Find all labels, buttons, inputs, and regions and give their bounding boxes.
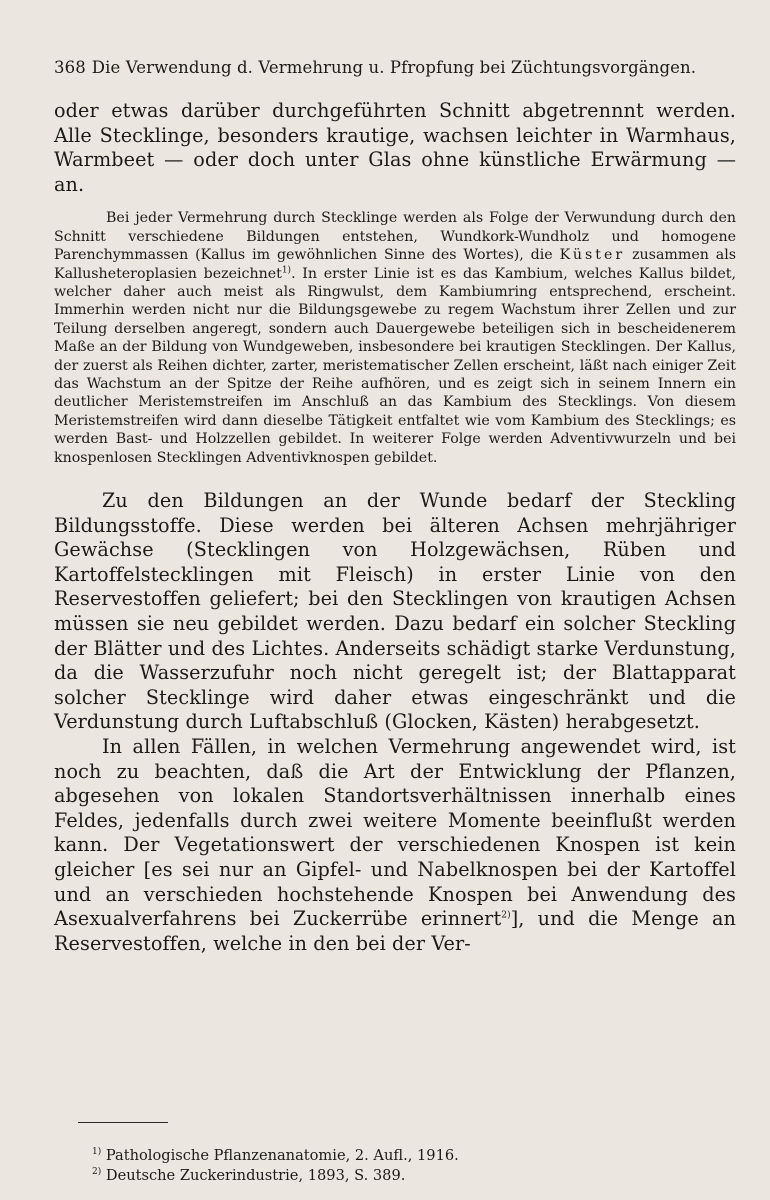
author-name-kuster: Küster <box>559 247 626 264</box>
small-text-b: zusammen als Kallusheteroplasien bezeichnet <box>54 247 737 282</box>
footnotes <box>92 1146 459 1186</box>
running-header <box>54 58 736 77</box>
footnote-2 <box>92 1166 459 1186</box>
running-title: Die Verwendung d. Vermehrung u. Pfropfung bei Züchtungsvorgängen. <box>91 58 697 77</box>
footnote-1 <box>92 1146 459 1166</box>
small-text-a: Bei jeder Vermehrung durch Stecklinge werden als Folge der Verwundung durch den Schnitt verschiedene Bildungen entstehen, Wundkork-Wundholz und homogene Parenchymmassen (Kallus im gewöhnlichen Sinne des Wortes), die <box>54 210 736 264</box>
footnote-2-text: Deutsche Zuckerindustrie, 1893, S. 389. <box>105 1167 406 1184</box>
paragraph-3-text-b: ], und die Menge an Reservestoffen, welche in den bei der Ver- <box>54 907 736 955</box>
footnote-divider <box>78 1122 168 1123</box>
footnote-ref-1: 1) <box>281 264 292 275</box>
paragraph-2: Zu den Bildungen an der Wunde bedarf der Steckling Bildungsstoffe. Diese werden bei älteren Achsen mehrjähriger Gewächse (Stecklingen von Holzgewächsen, Rüben und Kartoffelstecklingen mit Fleisch) in erster Linie von den Reservestoffen geliefert; bei den Stecklingen von krautigen Achsen müssen sie neu gebildet werden. Dazu bedarf ein solcher Steckling der Blätter und des Lichtes. Anderseits schädigt starke Verdunstung, da die Wasserzufuhr noch nicht geregelt ist; der Blattapparat solcher Stecklinge wird daher etwas eingeschränkt und die Verdunstung durch Luftabschluß (Glocken, Kästen) herabgesetzt. <box>54 489 736 734</box>
paragraph-3-text-a: In allen Fällen, in welchen Vermehrung angewendet wird, ist noch zu beachten, daß die Art der Entwicklung der Pflanzen, abgesehen von lokalen Standortsverhältnissen innerhalb eines Feldes, jedenfalls durch zwei weitere Momente beeinflußt werden kann. Der Vegetationswert der verschiedenen Knospen ist kein gleicher [es sei nur an Gipfel- und Nabelknospen bei der Kartoffel und an verschieden hochstehende Knospen bei Anwendung des Asexualverfahrens bei Zuckerrübe erinnert <box>54 735 736 931</box>
footnote-ref-2: 2) <box>501 910 511 921</box>
footnote-2-mark: 2) <box>92 1167 102 1178</box>
small-text-c: . In erster Linie ist es das Kambium, welches Kallus bildet, welcher daher auch meist als Ringwulst, dem Kambiumring entsprechend, erscheint. Immerhin werden nicht nur die Bildungsgewebe zu regem Wachstum ihrer Zellen und zur Teilung derselben angeregt, sondern auch Dauergewebe beteiligen sich in bescheidenerem Maße an der Bildung von Wundgeweben, insbesondere bei krautigen Stecklingen. Der Kallus, der zuerst als Reihen dichter, zarter, meristematischer Zellen erscheint, läßt nach einiger Zeit das Wachstum an der Spitze der Reihe aufhören, und es zeigt sich in seinem Innern ein deutlicher Meristemstreifen im Anschluß an das Kambium des Stecklings. Von diesem Meristemstreifen wird dann dieselbe Tätigkeit entfaltet wie vom Kambium des Stecklings; es werden Bast- und Holzzellen gebildet. In weiterer Folge werden Adventivwurzeln und bei knospenlosen Stecklingen Adventivknospen gebildet. <box>54 265 736 466</box>
paragraph-1: oder etwas darüber durchgeführten Schnitt abgetrennnt werden. Alle Stecklinge, besonders krautige, wachsen leichter in Warmhaus, Warmbeet — oder doch unter Glas ohne künstliche Erwärmung — an. <box>54 99 736 196</box>
footnote-1-text: Pathologische Pflanzenanatomie, 2. Aufl., 1916. <box>105 1147 459 1164</box>
footnote-1-mark: 1) <box>92 1147 102 1158</box>
small-print-paragraph <box>54 209 736 467</box>
paragraph-3 <box>54 735 736 956</box>
page-number: 368 <box>54 58 86 77</box>
